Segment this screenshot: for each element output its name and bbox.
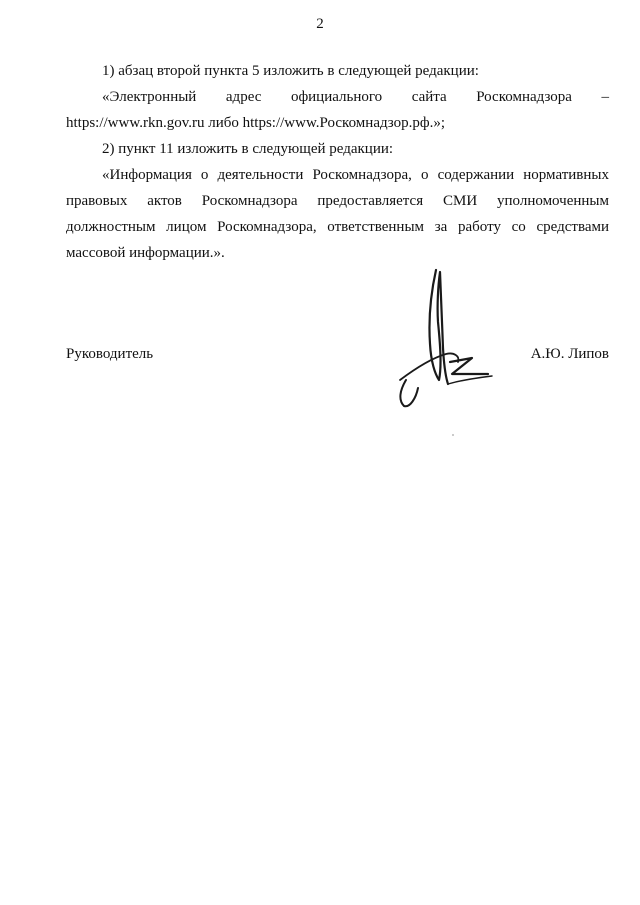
- signature-stroke-tail: [448, 376, 492, 384]
- amendment-1-text-line-2: https://www.rkn.gov.ru либо https://www.Роскомнадзор.рф.»;: [66, 115, 446, 131]
- page-number: 2: [316, 16, 324, 32]
- signatory-title: Руководитель: [66, 346, 154, 362]
- amendment-2-heading: 2) пункт 11 изложить в следующей редакции:: [102, 141, 394, 157]
- scan-speck: [452, 434, 454, 436]
- signature-stroke-sweep: [400, 353, 458, 380]
- signatory-name: А.Ю. Липов: [530, 346, 609, 362]
- signature-stroke-z: [450, 358, 488, 374]
- signature-stroke-tall-loop: [429, 270, 448, 384]
- document-body: [66, 58, 609, 266]
- amendment-1-heading: 1) абзац второй пункта 5 изложить в следующей редакции:: [102, 63, 479, 79]
- handwritten-signature: [388, 262, 498, 412]
- amendment-1-text-line-1: «Электронный адрес официального сайта Роскомнадзора –: [102, 89, 609, 105]
- signature-stroke-left-hook: [400, 380, 418, 406]
- amendment-2-text: «Информация о деятельности Роскомнадзора, о содержании нормативных правовых актов Роскомнадзора предоставляется СМИ уполномоченным должностным лицом Роскомнадзора, ответственным за работу со средствами массовой информации.».: [66, 167, 609, 261]
